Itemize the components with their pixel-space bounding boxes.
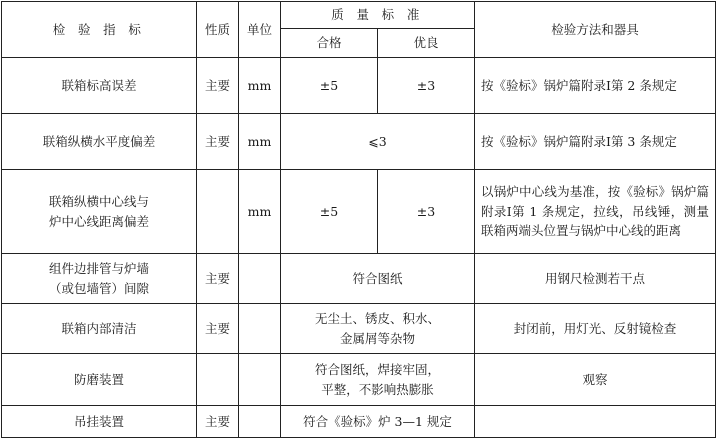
header-item: 检 验 指 标 <box>2 2 197 58</box>
excellent-cell: ±3 <box>378 58 475 114</box>
nature-cell: 主要 <box>197 254 239 304</box>
table-row <box>2 170 716 254</box>
header-qualified: 合格 <box>281 29 378 58</box>
nature-cell: 主要 <box>197 406 239 438</box>
method-cell <box>475 114 716 170</box>
unit-cell <box>239 304 281 354</box>
header-quality-standard: 质 量 标 准 <box>281 2 475 29</box>
standard-line-1: 符合图纸，焊接牢固， <box>315 362 441 378</box>
table-row <box>2 114 716 170</box>
standard-cell: 符合《验标》炉 3—1 规定 <box>281 406 475 438</box>
method-cell <box>475 406 716 438</box>
qualified-cell: ±5 <box>281 170 378 254</box>
item-line-1: 联箱纵横中心线与 <box>48 194 149 210</box>
unit-cell <box>239 406 281 438</box>
method-text: 按《验标》锅炉篇附录Ⅰ第 2 条规定 <box>481 77 677 93</box>
nature-cell: 主要 <box>197 304 239 354</box>
item-line-2: 炉中心线距离偏差 <box>48 213 149 229</box>
method-cell: 观察 <box>475 354 716 406</box>
table-row <box>2 354 716 406</box>
standard-cell <box>281 354 475 406</box>
nature-cell: 主要 <box>197 114 239 170</box>
item-cell <box>2 170 197 254</box>
unit-cell: mm <box>239 58 281 114</box>
item-line-2: （或包墙管）间隙 <box>48 280 149 296</box>
header-method: 检验方法和器具 <box>475 2 716 58</box>
unit-cell: mm <box>239 114 281 170</box>
table-row <box>2 406 716 438</box>
standard-line-2: 金属屑等杂物 <box>340 330 416 346</box>
standard-line-1: 无尘土、锈皮、积水、 <box>315 311 441 327</box>
nature-cell: 主要 <box>197 58 239 114</box>
inspection-standard-table <box>1 1 716 438</box>
header-excellent: 优良 <box>378 29 475 58</box>
table-row <box>2 304 716 354</box>
method-text: 按《验标》锅炉篇附录Ⅰ第 3 条规定 <box>481 133 677 149</box>
table-row <box>2 254 716 304</box>
item-cell: 联箱标高误差 <box>2 58 197 114</box>
item-cell: 联箱内部清洁 <box>2 304 197 354</box>
excellent-cell: ±3 <box>378 170 475 254</box>
method-cell: 用钢尺检测若干点 <box>475 254 716 304</box>
nature-cell <box>197 354 239 406</box>
header-unit: 单位 <box>239 2 281 58</box>
unit-cell <box>239 354 281 406</box>
item-cell: 吊挂装置 <box>2 406 197 438</box>
item-cell <box>2 254 197 304</box>
header-nature: 性质 <box>197 2 239 58</box>
item-cell: 联箱纵横水平度偏差 <box>2 114 197 170</box>
standard-cell <box>281 304 475 354</box>
nature-cell <box>197 170 239 254</box>
qualified-cell: ±5 <box>281 58 378 114</box>
header-row-1 <box>2 2 716 29</box>
method-cell: 封闭前，用灯光、反射镜检查 <box>475 304 716 354</box>
item-cell: 防磨装置 <box>2 354 197 406</box>
method-cell <box>475 170 716 254</box>
method-cell <box>475 58 716 114</box>
unit-cell <box>239 254 281 304</box>
standard-line-2: 平整，不影响热膨胀 <box>321 381 434 397</box>
standard-cell: ⩽3 <box>281 114 475 170</box>
table-row <box>2 58 716 114</box>
item-line-1: 组件边排管与炉墙 <box>48 261 149 277</box>
standard-cell: 符合图纸 <box>281 254 475 304</box>
unit-cell: mm <box>239 170 281 254</box>
method-text: 以锅炉中心线为基准，按《验标》锅炉篇附录Ⅰ第 1 条规定，拉线，吊线锤，测量联箱两端头位置与锅炉中心线的距离 <box>481 184 710 239</box>
